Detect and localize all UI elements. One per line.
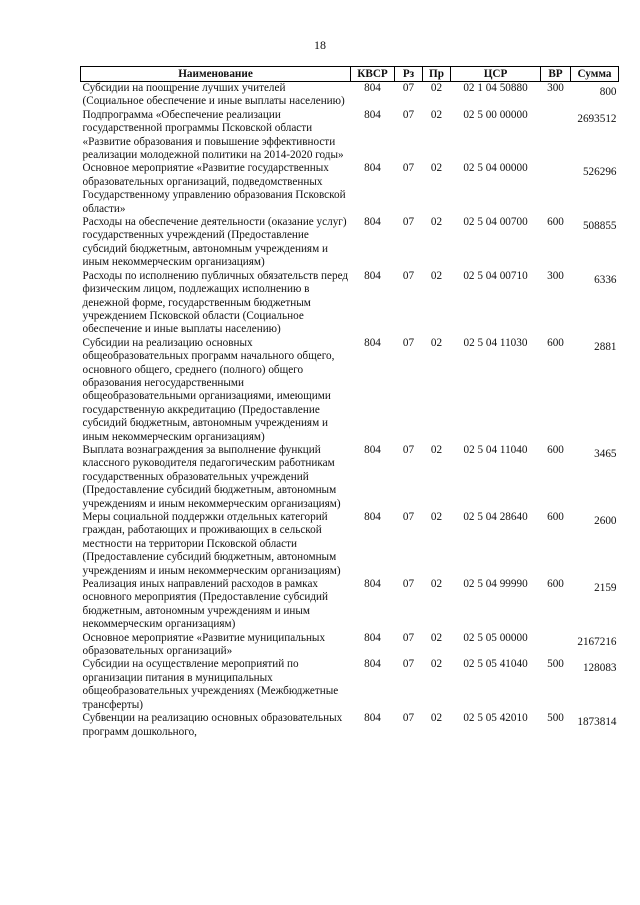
table-row [81, 712, 619, 739]
row-name: Основное мероприятие «Развитие муниципальных образовательных организаций» [82, 631, 326, 658]
row-kvsr: 804 [364, 658, 381, 671]
row-name: Выплата вознаграждения за выполнение функций классного руководителя педагогическим работникам государственных образовательных учреждений (Предоставление субсидий бюджетным, автономным учреждениям и иным некоммерческим организациям) [82, 443, 341, 510]
row-rz: 07 [402, 443, 415, 456]
table-row [81, 162, 619, 216]
row-sum: 2167216 [577, 635, 617, 648]
row-csr: 02 5 00 00000 [463, 108, 528, 121]
row-vr [541, 632, 571, 659]
row-sum: 3465 [594, 447, 617, 460]
row-csr: 02 5 04 28640 [463, 511, 528, 523]
row-rz: 07 [402, 511, 415, 523]
row-csr: 02 5 05 42010 [463, 712, 528, 725]
row-rz: 07 [402, 578, 415, 591]
row-csr: 02 5 05 00000 [463, 631, 528, 644]
row-vr: 600 [547, 336, 564, 349]
row-rz: 07 [402, 216, 415, 229]
table-row [81, 511, 619, 578]
row-kvsr: 804 [364, 712, 381, 725]
header-csr: ЦСР [451, 67, 541, 82]
row-csr: 02 5 05 41040 [463, 658, 528, 671]
row-pr: 02 [430, 712, 443, 725]
row-name: Расходы по исполнению публичных обязательств перед физическим лицом, подлежащих исполнению в денежной форме, государственным бюджетным учреждением Псковской области (Социальное обеспечение и иные выплаты населению) [82, 269, 349, 336]
row-csr: 02 5 04 11030 [463, 336, 528, 349]
table-row [81, 337, 619, 444]
row-csr: 02 5 04 99990 [463, 578, 528, 591]
table-row [81, 82, 619, 109]
table-row [81, 632, 619, 659]
table-row [81, 658, 619, 712]
row-kvsr: 804 [364, 216, 381, 229]
header-kvsr: КВСР [351, 67, 395, 82]
row-rz: 07 [402, 712, 415, 725]
header-rz: Рз [395, 67, 423, 82]
row-vr [541, 109, 571, 163]
row-sum: 800 [599, 86, 617, 98]
header-pr: Пр [423, 67, 451, 82]
row-sum: 1873814 [577, 716, 617, 729]
row-vr: 600 [547, 511, 564, 523]
row-sum: 128083 [582, 662, 617, 675]
table-row [81, 270, 619, 337]
row-csr: 02 5 04 11040 [463, 443, 528, 456]
table-row [81, 216, 619, 270]
row-pr: 02 [430, 443, 443, 456]
row-vr: 300 [547, 82, 564, 94]
row-rz: 07 [402, 631, 415, 644]
row-pr: 02 [430, 336, 443, 349]
row-name: Субсидии на поощрение лучших учителей (Социальное обеспечение и иные выплаты населению) [82, 82, 345, 108]
row-pr: 02 [430, 269, 443, 282]
row-vr: 300 [547, 269, 564, 282]
table-row [81, 578, 619, 632]
row-csr: 02 1 04 50880 [463, 82, 528, 94]
row-kvsr: 804 [364, 336, 381, 349]
row-vr: 500 [547, 712, 564, 725]
row-vr: 600 [547, 216, 564, 229]
row-rz: 07 [402, 82, 415, 94]
row-rz: 07 [402, 658, 415, 671]
row-csr: 02 5 04 00700 [463, 216, 528, 229]
row-kvsr: 804 [364, 511, 381, 523]
row-pr: 02 [430, 82, 443, 94]
row-rz: 07 [402, 269, 415, 282]
row-rz: 07 [402, 336, 415, 349]
row-pr: 02 [430, 631, 443, 644]
row-pr: 02 [430, 511, 443, 523]
header-name: Наименование [81, 67, 351, 82]
row-name: Субсидии на реализацию основных общеобразовательных программ начального общего, основного общего, среднего (полного) общего образования негосударственными общеобразовательными организациями, имеющими государственную аккредитацию (Предоставление субсидий бюджетным, автономным учреждениям и иным некоммерческим организациям) [82, 336, 335, 443]
row-pr: 02 [430, 108, 443, 121]
table-row [81, 109, 619, 163]
row-name: Субвенции на реализацию основных образовательных программ дошкольного, [82, 712, 343, 738]
row-vr [541, 162, 571, 216]
header-vr: ВР [541, 67, 571, 82]
row-vr: 600 [547, 443, 564, 456]
row-sum: 508855 [582, 220, 617, 233]
row-kvsr: 804 [364, 108, 381, 121]
row-kvsr: 804 [364, 578, 381, 591]
row-sum: 2881 [594, 340, 617, 353]
row-rz: 07 [402, 162, 415, 175]
row-name: Реализация иных направлений расходов в рамках основного мероприятия (Предоставление субсидий бюджетным, автономным учреждениям и иным некоммерческим организациям) [82, 578, 328, 631]
row-kvsr: 804 [364, 631, 381, 644]
budget-table [80, 66, 619, 739]
row-kvsr: 804 [364, 269, 381, 282]
row-name: Субсидии на осуществление мероприятий по организации питания в муниципальных общеобразовательных учреждениях (Межбюджетные трансферты) [82, 658, 339, 711]
row-rz: 07 [402, 108, 415, 121]
row-sum: 2600 [594, 515, 617, 527]
row-sum: 6336 [594, 273, 617, 286]
page-number: 18 [314, 38, 326, 52]
row-csr: 02 5 04 00000 [463, 162, 528, 175]
row-kvsr: 804 [364, 443, 381, 456]
header-sum: Сумма [571, 67, 619, 82]
row-name: Подпрограмма «Обеспечение реализации государственной программы Псковской области «Развитие образования и повышение эффективности реализации молодежной политики на 2014-2020 годы» [82, 108, 344, 162]
row-pr: 02 [430, 578, 443, 591]
row-vr: 600 [547, 578, 564, 591]
row-name: Расходы на обеспечение деятельности (оказание услуг) государственных учреждений (Предоставление субсидий бюджетным, автономным учреждениям и иным некоммерческим организациям) [82, 216, 347, 269]
row-pr: 02 [430, 216, 443, 229]
row-sum: 2693512 [577, 112, 617, 125]
table-row [81, 444, 619, 511]
row-pr: 02 [430, 162, 443, 175]
row-sum: 526296 [582, 166, 617, 179]
row-kvsr: 804 [364, 82, 381, 94]
row-pr: 02 [430, 658, 443, 671]
row-csr: 02 5 04 00710 [463, 269, 528, 282]
table-header-row [81, 67, 619, 82]
row-sum: 2159 [594, 582, 617, 595]
row-name: Основное мероприятие «Развитие государственных образовательных организаций, подведомственных Государственному управлению образования Псковской области» [82, 162, 346, 215]
row-kvsr: 804 [364, 162, 381, 175]
row-vr: 500 [547, 658, 564, 671]
row-name: Меры социальной поддержки отдельных категорий граждан, работающих и проживающих в сельской местности на территории Псковской области (Предоставление субсидий бюджетным, автономным учреждениям и иным некоммерческим организациям) [82, 511, 341, 577]
